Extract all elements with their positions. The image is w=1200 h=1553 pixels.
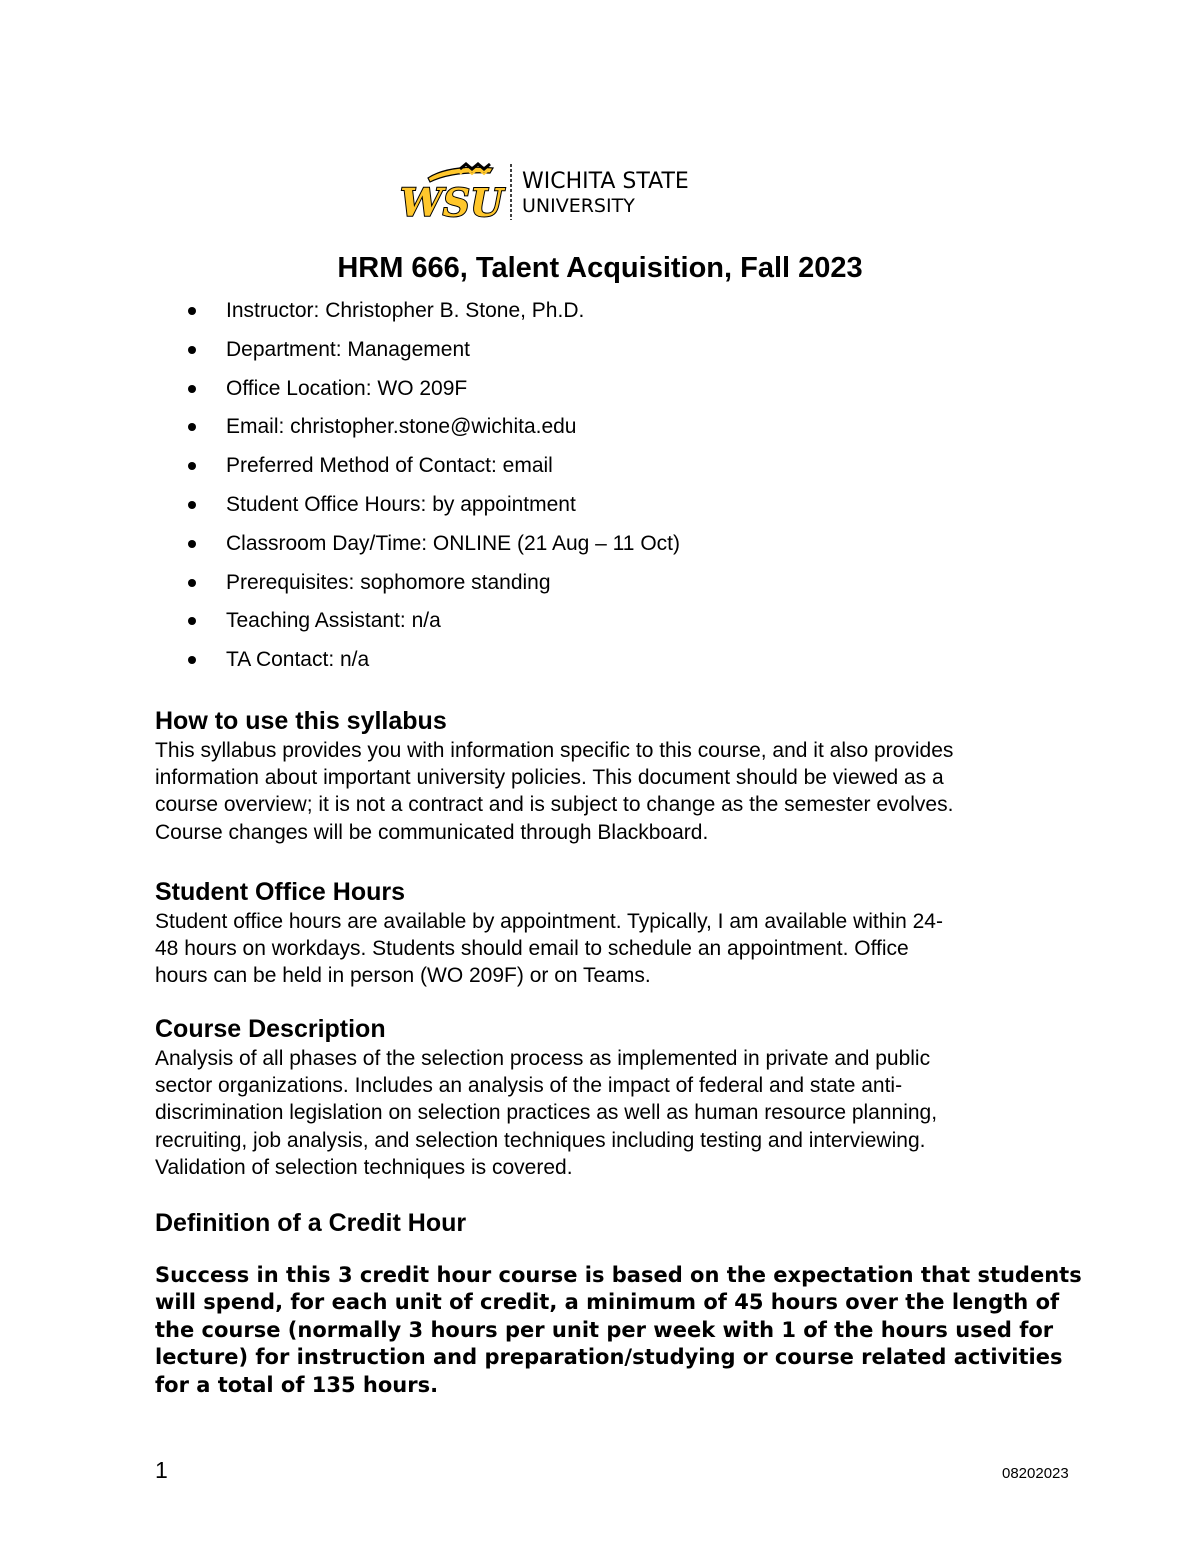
course-description-heading: Course Description xyxy=(155,1015,386,1043)
credit-hour-body: Success in this 3 credit hour course is based on the expectation that students will spend, for each unit of credit, a minimum of 45 hours over the length of the course (normally 3 hours per unit per week with 1 of the hours used for lecture) for instruction and preparation/studying or course related activities for a total of 135 hours. xyxy=(155,1263,1082,1397)
info-item-text: Classroom Day/Time: ONLINE (21 Aug – 11 Oct) xyxy=(226,531,680,555)
info-list-item xyxy=(186,604,680,643)
info-item-text: Department: Management xyxy=(226,337,470,361)
document-code: 08202023 xyxy=(1002,1465,1069,1482)
university-name-line2: UNIVERSITY xyxy=(522,195,635,217)
university-name-line1: WICHITA STATE xyxy=(522,169,689,194)
info-list-item xyxy=(186,527,680,566)
bullet-icon xyxy=(188,501,196,509)
course-info-list xyxy=(186,294,680,682)
office-hours-body: Student office hours are available by appointment. Typically, I am available within 24- 48 hours on workdays. Students should email to schedule an appointment. Office hours can be held in person (WO 209F) or on Teams. xyxy=(155,910,943,988)
wsu-logo-graphic xyxy=(398,160,698,224)
bullet-icon xyxy=(188,346,196,354)
university-logo xyxy=(398,160,698,224)
info-item-text: TA Contact: n/a xyxy=(226,648,370,672)
bullet-icon xyxy=(188,540,196,548)
info-item-text: Instructor: Christopher B. Stone, Ph.D. xyxy=(226,299,585,322)
office-hours-heading: Student Office Hours xyxy=(155,878,406,906)
bullet-icon xyxy=(188,423,196,431)
info-list-item xyxy=(186,488,680,527)
info-list-item xyxy=(186,566,680,605)
course-title: HRM 666, Talent Acquisition, Fall 2023 xyxy=(337,252,863,284)
bullet-icon xyxy=(188,579,196,587)
info-item-text: Student Office Hours: by appointment xyxy=(226,492,576,516)
info-list-item xyxy=(186,643,680,682)
page-number: 1 xyxy=(155,1457,168,1483)
info-item-text: Office Location: WO 209F xyxy=(226,376,468,400)
info-list-item xyxy=(186,449,680,488)
wsu-mark-text: WSU xyxy=(400,180,504,224)
bullet-icon xyxy=(188,385,196,393)
info-list-item xyxy=(186,410,680,449)
how-to-use-body: This syllabus provides you with information specific to this course, and it also provides information about important university policies. This document should be viewed as a course overview; it is not a contract and is subject to change as the semester evolves. Course changes will be communicated through Blackboard. xyxy=(155,739,954,844)
bullet-icon xyxy=(188,617,196,625)
info-item-text: Email: christopher.stone@wichita.edu xyxy=(226,415,577,439)
info-list-item xyxy=(186,294,680,333)
info-item-text: Teaching Assistant: n/a xyxy=(226,609,441,633)
info-item-text: Preferred Method of Contact: email xyxy=(226,454,553,478)
bullet-icon xyxy=(188,462,196,470)
info-list-item xyxy=(186,333,680,372)
credit-hour-heading: Definition of a Credit Hour xyxy=(155,1209,467,1237)
how-to-use-heading: How to use this syllabus xyxy=(155,707,447,735)
course-description-body: Analysis of all phases of the selection process as implemented in private and public sector organizations. Includes an analysis of the impact of federal and state anti- discrimination legislation on selection practices as well as human resource planning, recruiting, job analysis, and selection techniques including testing and interviewing. Validation of selection techniques is covered. xyxy=(155,1047,938,1179)
bullet-icon xyxy=(188,656,196,664)
bullet-icon xyxy=(188,307,196,315)
info-list-item xyxy=(186,372,680,411)
info-item-text: Prerequisites: sophomore standing xyxy=(226,570,551,594)
